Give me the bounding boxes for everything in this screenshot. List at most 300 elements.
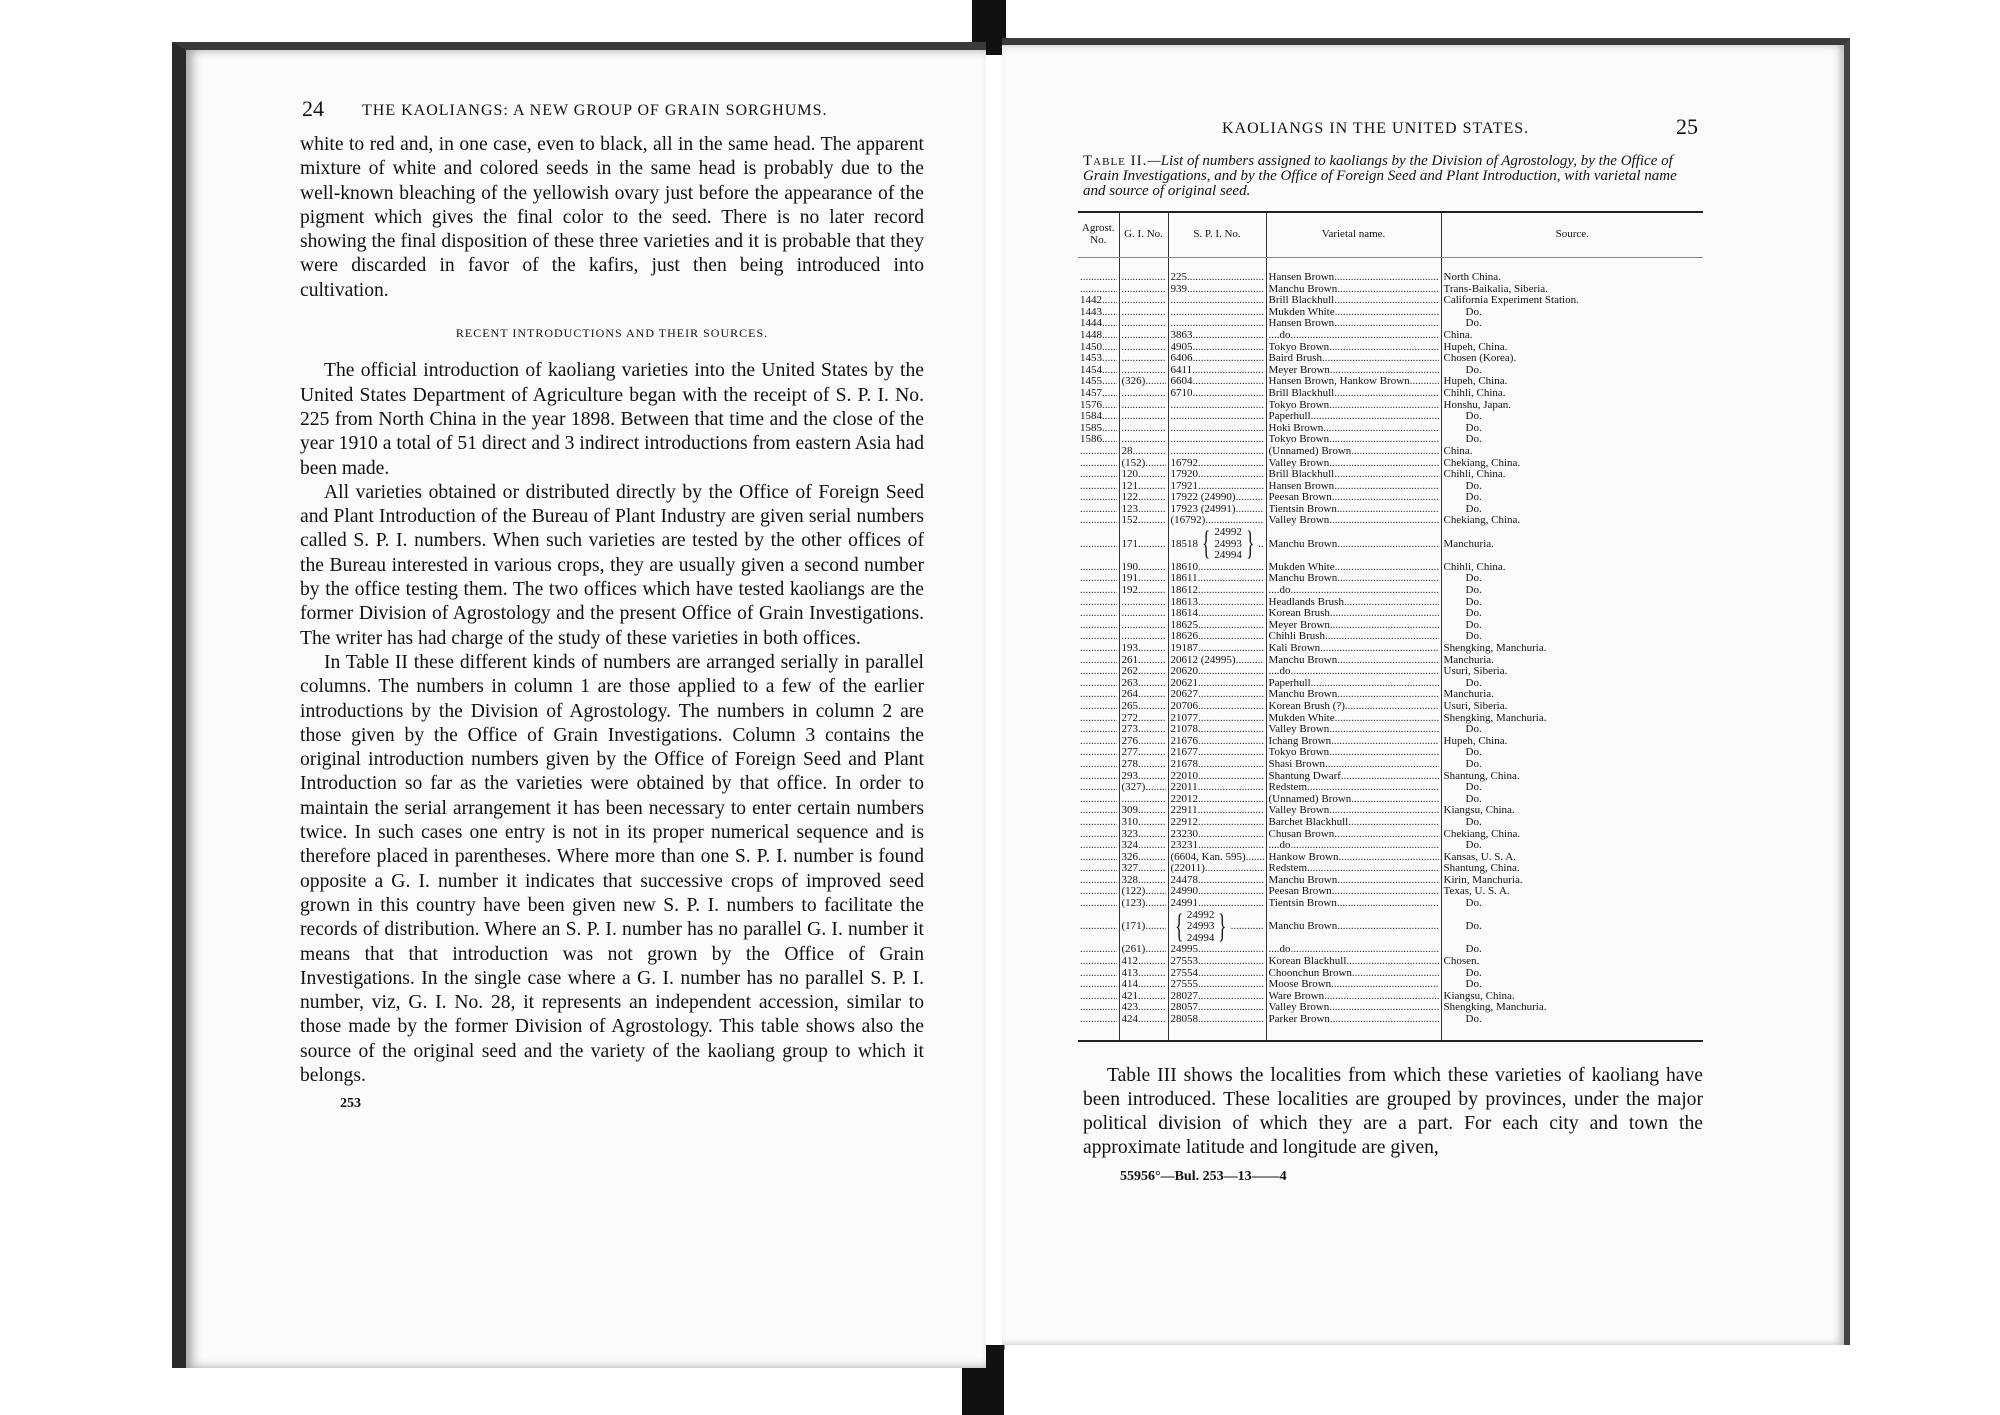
dot-leader: [1236, 655, 1264, 667]
source-text: China.: [1443, 329, 1473, 341]
table-row: [1078, 295, 1703, 307]
gi-no-cell: [1119, 307, 1168, 319]
left-column: [300, 133, 924, 1112]
gi-no-text: (123): [1121, 898, 1146, 910]
spi-no-text: 939: [1170, 283, 1187, 295]
dot-leader: [1198, 794, 1264, 806]
dot-leader: [1145, 458, 1165, 470]
dot-leader: [1171, 318, 1264, 330]
agrost-no-cell: [1078, 747, 1119, 759]
dot-leader: [1307, 863, 1439, 875]
varietal-name-text: Mukden White: [1268, 306, 1335, 318]
varietal-name-text: Ichang Brown: [1268, 735, 1332, 747]
gi-no-cell: [1119, 585, 1168, 597]
dot-leader: [1080, 956, 1117, 968]
spi-no-text: 24990: [1170, 886, 1198, 898]
varietal-name-text: Tokyo Brown: [1268, 341, 1330, 353]
spi-no-cell: [1168, 747, 1266, 759]
varietal-name-text: Tokyo Brown: [1268, 399, 1330, 411]
spi-no-text: 17920: [1170, 469, 1198, 481]
spi-grouped-number: 24992: [1214, 527, 1242, 539]
dot-leader: [1352, 968, 1439, 980]
spi-no-text: 18610: [1170, 561, 1198, 573]
dot-leader: [1198, 747, 1264, 759]
gi-no-text: 276: [1121, 735, 1138, 747]
gi-no-cell: [1119, 562, 1168, 574]
dot-leader: [1080, 481, 1117, 493]
spacer-cell: [1168, 258, 1266, 273]
paragraph: white to red and, in one case, even to black, all in the same head. The apparent mixture of white and colored seeds in the same head is probably due to the well-known bleaching of the yellowish ovary just before the appearance of the pigment which gives the final color to the seed. There is no later record showing the final disposition of these three varieties and it is probable that they were discarded in favor of the kafirs, just then being introduced into cultivation.: [300, 134, 924, 301]
dot-leader: [1080, 492, 1117, 504]
source-cell: [1441, 979, 1703, 991]
gi-no-cell: [1119, 747, 1168, 759]
spi-no-cell: [1168, 701, 1266, 713]
varietal-name-cell: [1266, 527, 1441, 562]
spi-no-text: 23231: [1170, 840, 1198, 852]
varietal-name-text: Chusan Brown: [1268, 828, 1335, 840]
gi-no-text: 273: [1121, 724, 1138, 736]
spi-no-cell: [1168, 608, 1266, 620]
varietal-name-cell: [1266, 307, 1441, 319]
dot-leader: [1329, 1002, 1438, 1014]
agrost-no-cell: [1078, 840, 1119, 852]
source-cell: [1441, 724, 1703, 736]
spacer-cell: [1119, 258, 1168, 273]
dot-leader: [1138, 701, 1166, 713]
varietal-name-cell: [1266, 736, 1441, 748]
source-text: Do.: [1465, 306, 1482, 318]
gi-no-text: (326): [1121, 376, 1146, 388]
gi-no-cell: [1119, 573, 1168, 585]
dot-leader: [1331, 736, 1438, 748]
agrost-no-cell: [1078, 782, 1119, 794]
varietal-name-cell: [1266, 330, 1441, 342]
dot-leader: [1334, 469, 1438, 481]
source-cell: [1441, 411, 1703, 423]
brace-group: [1198, 527, 1258, 562]
dot-leader: [1291, 585, 1439, 597]
ditto-leader: ....: [1268, 329, 1280, 341]
dot-leader: [1329, 434, 1438, 446]
source-text: Honshu, Japan.: [1443, 399, 1512, 411]
dot-leader: [1145, 886, 1165, 898]
table-row: [1078, 330, 1703, 342]
spacer-cell: [1078, 1026, 1119, 1041]
source-cell: [1441, 469, 1703, 481]
paragraph: The official introduction of kaoliang varieties into the United States by the United States Department of Agriculture began with the receipt of S. P. I. No. 225 from North China in the year 1898. Between that time and the close of the year 1910 a total of 51 direct and 3 indirect introductions from eastern Asia had been made.: [300, 360, 924, 479]
varietal-name-cell: [1266, 365, 1441, 377]
dot-leader: [1122, 284, 1166, 296]
source-text: Do.: [1465, 585, 1482, 597]
varietal-name-text: do: [1279, 666, 1291, 678]
varietal-name-cell: [1266, 689, 1441, 701]
source-cell: [1441, 1002, 1703, 1014]
dot-leader: [1335, 713, 1439, 725]
agrost-no-cell: [1078, 585, 1119, 597]
source-text: Do.: [1465, 318, 1482, 330]
spi-no-cell: [1168, 724, 1266, 736]
spi-no-text: 23230: [1170, 828, 1198, 840]
dot-leader: [1329, 458, 1438, 470]
source-text: China.: [1443, 445, 1473, 457]
dot-leader: [1122, 434, 1166, 446]
dot-leader: [1080, 771, 1117, 783]
spi-no-cell: [1168, 307, 1266, 319]
varietal-name-cell: [1266, 469, 1441, 481]
spacer-cell: [1078, 258, 1119, 273]
varietal-name-cell: [1266, 446, 1441, 458]
dot-leader: [1322, 353, 1439, 365]
dot-leader: [1138, 504, 1166, 516]
source-text: Shantung, China.: [1443, 863, 1520, 875]
agrost-no-cell: [1078, 631, 1119, 643]
source-text: Texas, U. S. A.: [1443, 886, 1510, 898]
spi-no-text: 6604: [1170, 376, 1193, 388]
gi-no-cell: [1119, 330, 1168, 342]
ditto-leader: ....: [1268, 585, 1280, 597]
dot-leader: [1080, 272, 1117, 284]
varietal-name-text: Hansen Brown: [1268, 272, 1335, 283]
dot-leader: [1138, 481, 1166, 493]
agrost-no-cell: [1078, 515, 1119, 527]
spi-no-text: 225: [1170, 272, 1187, 283]
dot-leader: [1138, 979, 1166, 991]
dot-leader: [1080, 1014, 1117, 1026]
dot-leader: [1138, 771, 1166, 783]
varietal-name-cell: [1266, 782, 1441, 794]
dot-leader: [1080, 875, 1117, 887]
dot-leader: [1138, 666, 1166, 678]
spi-grouped-number: 24992: [1186, 909, 1215, 921]
table-row: [1078, 573, 1703, 585]
agrost-no-text: 1586: [1080, 434, 1102, 446]
gi-no-text: 190: [1121, 561, 1138, 573]
varietal-name-cell: [1266, 829, 1441, 841]
table-row: [1078, 469, 1703, 481]
source-text: Manchuria.: [1443, 654, 1494, 666]
agrost-no-cell: [1078, 423, 1119, 435]
varietal-name-cell: [1266, 655, 1441, 667]
gi-no-text: 293: [1121, 770, 1138, 782]
varietal-name-text: Choonchun Brown: [1268, 967, 1352, 979]
dot-leader: [1138, 817, 1166, 829]
varietal-name-text: Korean Brush (?): [1268, 700, 1345, 712]
source-text: Do.: [1465, 967, 1482, 979]
gi-no-text: 272: [1121, 712, 1138, 724]
source-text: Manchuria.: [1443, 689, 1494, 701]
dot-leader: [1291, 840, 1439, 852]
dot-leader: [1198, 643, 1264, 655]
spi-no-text: 20612 (24995): [1170, 654, 1236, 666]
spi-no-text: 28058: [1170, 1014, 1198, 1025]
spi-no-text: (22011): [1170, 863, 1205, 875]
spi-no-cell: [1168, 736, 1266, 748]
agrost-no-cell: [1078, 469, 1119, 481]
varietal-name-cell: [1266, 794, 1441, 806]
source-cell: [1441, 446, 1703, 458]
source-cell: [1441, 829, 1703, 841]
source-cell: [1441, 307, 1703, 319]
varietal-name-text: Parker Brown: [1268, 1014, 1330, 1025]
source-cell: [1441, 376, 1703, 388]
source-text: Do.: [1465, 492, 1482, 504]
gi-no-text: 327: [1121, 863, 1138, 875]
dot-leader: [1122, 631, 1166, 643]
gi-no-text: 191: [1121, 573, 1138, 585]
gi-no-cell: [1119, 678, 1168, 690]
agrost-no-cell: [1078, 829, 1119, 841]
dot-leader: [1187, 272, 1264, 284]
spi-no-text: 18611: [1170, 573, 1198, 585]
source-text: Do.: [1465, 619, 1482, 631]
gi-no-cell: [1119, 840, 1168, 852]
dot-leader: [1291, 330, 1439, 342]
table-row: [1078, 829, 1703, 841]
dot-leader: [1351, 446, 1438, 458]
dot-leader: [1324, 991, 1438, 1003]
source-text: Do.: [1465, 816, 1482, 828]
varietal-name-text: Tientsin Brown: [1268, 898, 1337, 910]
source-cell: [1441, 284, 1703, 296]
source-cell: [1441, 400, 1703, 412]
spi-no-text: 18625: [1170, 619, 1198, 631]
gi-no-text: 28: [1121, 445, 1133, 457]
dot-leader: [1337, 875, 1438, 887]
source-text: Hupeh, China.: [1443, 341, 1508, 353]
agrost-no-cell: [1078, 713, 1119, 725]
varietal-name-text: Moose Brown: [1268, 979, 1332, 991]
spi-no-cell: [1168, 330, 1266, 342]
gi-no-cell: [1119, 469, 1168, 481]
gi-no-cell: [1119, 318, 1168, 330]
dot-leader: [1341, 771, 1439, 783]
spi-no-text: 6710: [1170, 387, 1193, 399]
spacer-cell: [1441, 258, 1703, 273]
agrost-no-cell: [1078, 608, 1119, 620]
source-text: Usuri, Siberia.: [1443, 700, 1508, 712]
gi-no-cell: [1119, 434, 1168, 446]
varietal-name-cell: [1266, 620, 1441, 632]
dot-leader: [1080, 1002, 1117, 1014]
table-row: [1078, 272, 1703, 284]
column-header: Agrost. No.: [1078, 212, 1119, 258]
table-row: [1078, 284, 1703, 296]
spacer-cell: [1168, 1026, 1266, 1041]
dot-leader: [1171, 400, 1264, 412]
source-cell: [1441, 353, 1703, 365]
gi-no-text: (171): [1121, 921, 1146, 933]
dot-leader: [1334, 829, 1438, 841]
varietal-name-text: do: [1279, 329, 1291, 341]
spi-no-text: 28027: [1170, 990, 1198, 1002]
agrost-no-cell: [1078, 979, 1119, 991]
dot-leader: [1334, 318, 1438, 330]
source-text: Do.: [1465, 480, 1482, 492]
signature-mark: 55956°—Bul. 253—13——4: [1120, 1168, 1287, 1184]
table-row: [1078, 782, 1703, 794]
spi-no-cell: [1168, 875, 1266, 887]
dot-leader: [1329, 342, 1438, 354]
varietal-name-text: (Unnamed) Brown: [1268, 793, 1352, 805]
varietal-name-cell: [1266, 771, 1441, 783]
dot-leader: [1138, 991, 1166, 1003]
varietal-name-cell: [1266, 411, 1441, 423]
spi-no-text: 21077: [1170, 712, 1198, 724]
dot-leader: [1138, 736, 1166, 748]
dot-leader: [1346, 956, 1438, 968]
table-row: [1078, 701, 1703, 713]
varietal-name-text: Chihli Brush: [1268, 631, 1326, 643]
varietal-name-cell: [1266, 759, 1441, 771]
source-cell: [1441, 620, 1703, 632]
agrost-no-cell: [1078, 898, 1119, 910]
table-row: [1078, 898, 1703, 910]
dot-leader: [1138, 469, 1166, 481]
dot-leader: [1329, 515, 1438, 527]
source-text: Do.: [1465, 724, 1482, 736]
spi-no-text: 27553: [1170, 956, 1198, 968]
dot-leader: [1080, 469, 1117, 481]
left-brace: {: [1202, 527, 1211, 562]
table-caption-text: —List of numbers assigned to kaoliangs by the Division of Agrostology, by the Office of Grain Investigations, and by the Office of Foreign Seed and Plant Introduction, with varietal name and source of original seed.: [1083, 153, 1677, 199]
table-header-row: [1078, 212, 1703, 258]
paragraph: All varieties obtained or distributed directly by the Office of Foreign Seed and Plant Introduction of the Bureau of Plant Industry are given serial numbers called S. P. I. numbers. When such varieties are tested by the other offices of the Bureau interested in various crops, they are usually given a second number by the office testing them. The two offices which have tested kaoliangs are the former Division of Agrostology and the present Office of Grain Investigations. The writer has had charge of the study of these varieties in both offices.: [300, 481, 924, 649]
dot-leader: [1080, 458, 1117, 470]
agrost-no-cell: [1078, 689, 1119, 701]
dot-leader: [1246, 852, 1264, 864]
dot-leader: [1337, 573, 1438, 585]
numbers-table: [1078, 211, 1703, 1042]
spi-no-text: (16792): [1170, 515, 1206, 527]
table-row: [1078, 585, 1703, 597]
varietal-name-text: Redstem: [1268, 782, 1307, 794]
spi-no-cell: [1168, 492, 1266, 504]
dot-leader: [1335, 562, 1439, 574]
agrost-no-cell: [1078, 910, 1119, 945]
dot-leader: [1138, 689, 1166, 701]
source-text: Do.: [1465, 411, 1482, 423]
varietal-name-text: Hankow Brown: [1268, 851, 1339, 863]
gi-no-text: 192: [1121, 585, 1138, 597]
varietal-name-cell: [1266, 492, 1441, 504]
table-spacer: [1078, 258, 1703, 273]
gi-no-cell: [1119, 515, 1168, 527]
source-cell: [1441, 573, 1703, 585]
source-text: Do.: [1465, 503, 1482, 515]
dot-leader: [1193, 388, 1264, 400]
table-row: [1078, 504, 1703, 516]
dot-leader: [1337, 539, 1438, 551]
gi-no-text: 326: [1121, 851, 1138, 863]
agrost-no-cell: [1078, 330, 1119, 342]
table-caption-label: Table II.: [1083, 153, 1148, 169]
dot-leader: [1122, 295, 1166, 307]
spi-no-text: 27555: [1170, 979, 1198, 991]
dot-leader: [1102, 353, 1117, 365]
table-row: [1078, 376, 1703, 388]
dot-leader: [1198, 724, 1264, 736]
spi-no-cell: [1168, 527, 1266, 562]
source-text: Do.: [1465, 631, 1482, 643]
gi-no-text: 193: [1121, 643, 1138, 654]
varietal-name-text: Valley Brown: [1268, 1002, 1330, 1014]
dot-leader: [1122, 318, 1166, 330]
dot-leader: [1138, 747, 1166, 759]
dot-leader: [1080, 573, 1117, 585]
dot-leader: [1138, 562, 1166, 574]
gi-no-cell: [1119, 446, 1168, 458]
dot-leader: [1198, 458, 1264, 470]
table-row: [1078, 666, 1703, 678]
dot-leader: [1198, 956, 1264, 968]
spi-no-cell: [1168, 829, 1266, 841]
spi-no-text: 21676: [1170, 735, 1198, 747]
source-cell: [1441, 782, 1703, 794]
spi-no-cell: [1168, 956, 1266, 968]
source-cell: [1441, 655, 1703, 667]
source-cell: [1441, 840, 1703, 852]
gi-no-text: 122: [1121, 492, 1138, 504]
dot-leader: [1138, 585, 1166, 597]
dot-leader: [1193, 330, 1264, 342]
spi-no-cell: [1168, 342, 1266, 354]
spi-no-cell: [1168, 515, 1266, 527]
spi-no-cell: [1168, 388, 1266, 400]
brace-group: [1171, 910, 1231, 945]
dot-leader: [1145, 782, 1165, 794]
table-row: [1078, 446, 1703, 458]
gi-no-cell: [1119, 910, 1168, 945]
source-cell: [1441, 968, 1703, 980]
dot-leader: [1080, 991, 1117, 1003]
dot-leader: [1122, 608, 1166, 620]
table-row: [1078, 307, 1703, 319]
dot-leader: [1102, 411, 1117, 423]
gi-no-text: 263: [1121, 677, 1138, 689]
spi-no-cell: [1168, 411, 1266, 423]
spi-no-cell: [1168, 376, 1266, 388]
gi-no-cell: [1119, 956, 1168, 968]
gi-no-cell: [1119, 979, 1168, 991]
gi-no-text: 324: [1121, 840, 1138, 852]
source-text: Hupeh, China.: [1443, 376, 1508, 388]
dot-leader: [1080, 284, 1117, 296]
gi-no-text: 123: [1121, 503, 1138, 515]
varietal-name-cell: [1266, 852, 1441, 864]
spi-no-text: 20621: [1170, 677, 1198, 689]
spi-no-text: 18626: [1170, 631, 1198, 643]
gi-no-cell: [1119, 284, 1168, 296]
source-cell: [1441, 562, 1703, 574]
varietal-name-text: Brill Blackhull: [1268, 387, 1335, 399]
table-bottom: [1078, 1026, 1703, 1041]
dot-leader: [1138, 655, 1166, 667]
source-text: Shengking, Manchuria.: [1443, 712, 1547, 724]
table-row: [1078, 968, 1703, 980]
source-text: Shantung, China.: [1443, 770, 1520, 782]
gi-no-cell: [1119, 423, 1168, 435]
dot-leader: [1198, 840, 1264, 852]
dot-leader: [1080, 597, 1117, 609]
dot-leader: [1334, 388, 1438, 400]
spi-no-cell: [1168, 631, 1266, 643]
dot-leader: [1138, 759, 1166, 771]
dot-leader: [1345, 701, 1439, 713]
dot-leader: [1080, 446, 1117, 458]
source-text: Do.: [1465, 422, 1482, 434]
table-row: [1078, 562, 1703, 574]
table-row: [1078, 342, 1703, 354]
